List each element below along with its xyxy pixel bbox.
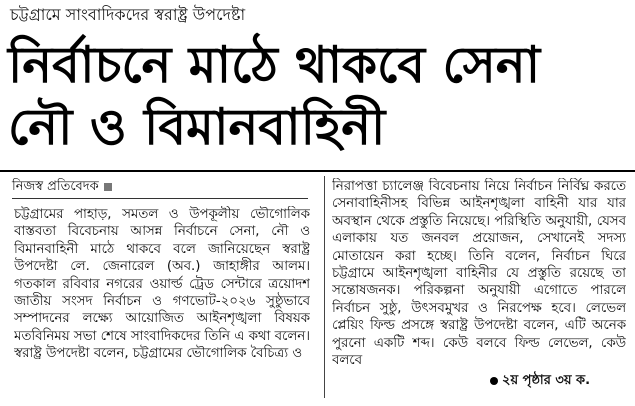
left-column <box>14 206 310 398</box>
dot-bullet-icon <box>490 377 498 385</box>
right-column-text: নিরাপত্তা চ্যালেঞ্জ বিবেচনায় নিয়ে নির্বাচন নির্বিঘ্ন করতে সেনাবাহিনীসহ বিভিন্ন আইনশৃঙ্খলা বাহিনী যার যার অবস্থান থেকে প্রস্তুতি নিয়েছে। পরিস্থিতি অনুযায়ী, যেসব এলাকায় যত জনবল প্রয়োজন, সেখানেই সদস্য মোতায়েন করা হচ্ছে। তিনি বলেন, নির্বাচন ঘিরে চট্টগ্রামে আইনশৃঙ্খলা বাহিনীর যে প্রস্তুতি রয়েছে তা সন্তোষজনক। পরিকল্পনা অনুযায়ী এগোতে পারলে নির্বাচন সুষ্ঠু, উৎসবমুখর ও নিরপেক্ষ হবে। লেভেল প্লেয়িং ফিল্ড প্রসঙ্গে স্বরাষ্ট্র উপদেষ্টা বলেন, এটি অনেক পুরনো একটি শব্দ। কেউ বলবে ফিল্ড লেভেল, কেউ বলবে <box>332 179 626 368</box>
left-column-text: চট্টগ্রামের পাহাড়, সমতল ও উপকূলীয় ভৌগোলিক বাস্তবতা বিবেচনায় আসন্ন নির্বাচনে সেনা, নৌ ও বিমানবাহিনী মাঠে থাকবে বলে জানিয়েছেন স্বরাষ্ট্র উপদেষ্টা লে. জেনারেল (অব.) জাহাঙ্গীর আলম। গতকাল রবিবার নগরের ওয়ার্ল্ড ট্রেড সেন্টারে ত্রয়োদশ জাতীয় সংসদ নির্বাচন ও গণভোট-২০২৬ সুষ্ঠুভাবে সম্পাদনের লক্ষ্যে আয়োজিত আইনশৃঙ্খলা বিষয়ক মতবিনিময় সভা শেষে সাংবাদিকদের তিনি এ কথা বলেন। স্বরাষ্ট্র উপদেষ্টা বলেন, চট্টগ্রামের ভৌগোলিক বৈচিত্র্য ও <box>14 207 310 362</box>
right-column <box>332 178 626 368</box>
continuation-note <box>490 372 630 390</box>
column-divider <box>324 176 325 398</box>
article-kicker: চট্টগ্রামে সাংবাদিকদের স্বরাষ্ট্র উপদেষ্টা <box>10 5 246 24</box>
article-headline <box>8 34 628 158</box>
headline-rule <box>0 170 635 172</box>
headline-line-2: নৌ ও বিমানবাহিনী <box>8 98 386 156</box>
headline-line-1: নির্বাচনে মাঠে থাকবে সেনা <box>8 36 541 94</box>
byline <box>12 178 312 196</box>
square-bullet-icon <box>104 183 112 191</box>
byline-text: নিজস্ব প্রতিবেদক <box>12 179 99 194</box>
continuation-text: ২য় পৃষ্ঠার ৩য় ক. <box>502 373 591 388</box>
byline-rule <box>12 198 308 199</box>
